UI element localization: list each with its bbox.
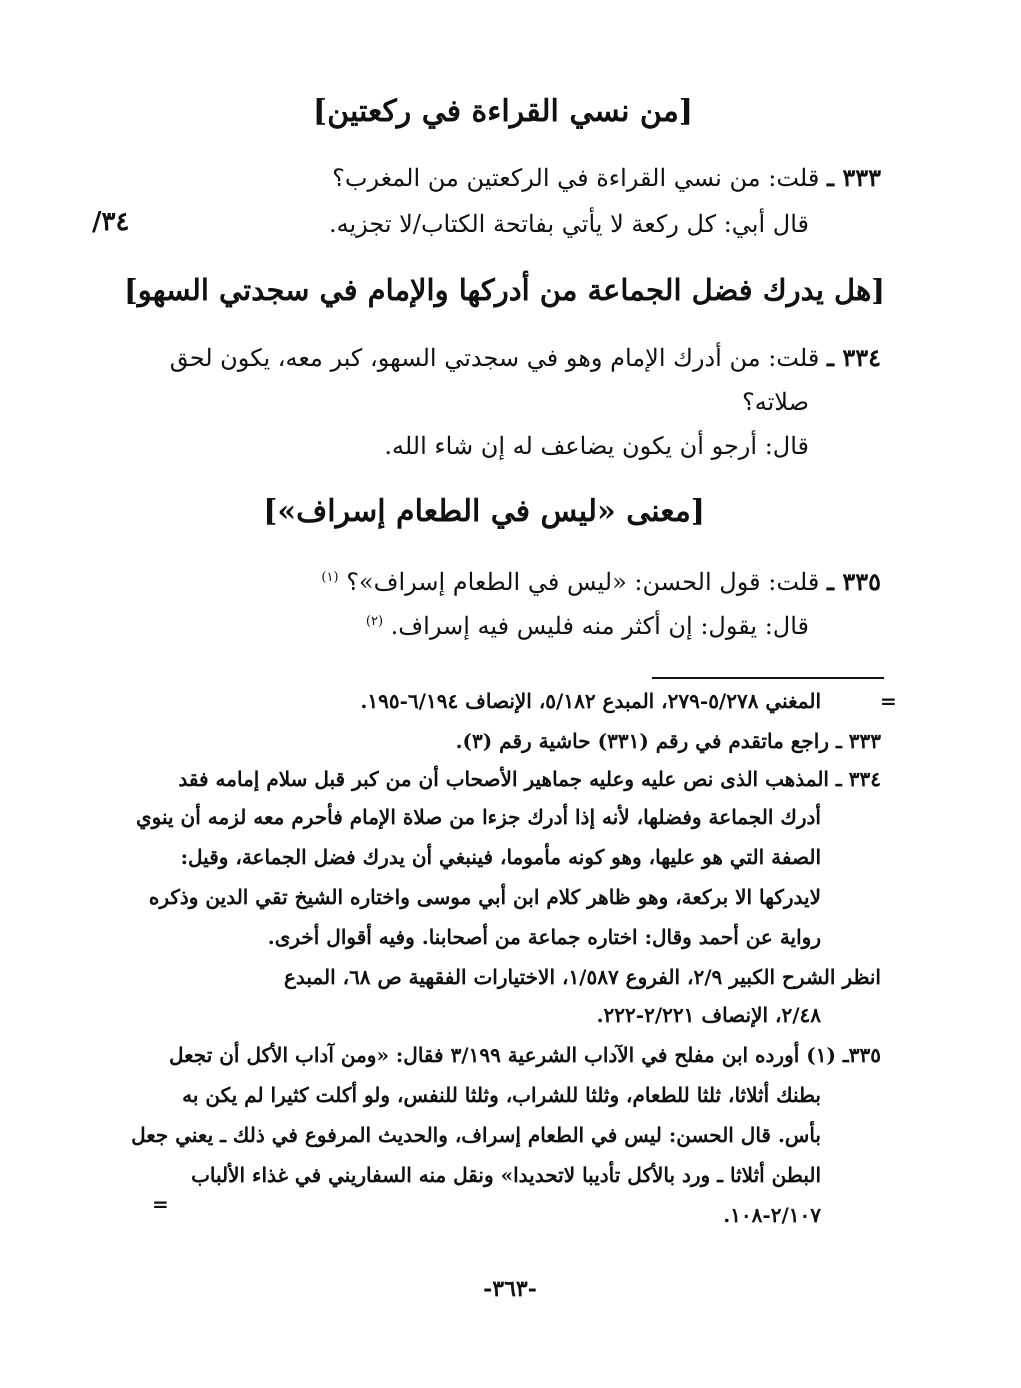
section-heading-2: [هل يدرك فضل الجماعة من أدركها والإمام في سجدتي السهو] xyxy=(124,273,885,307)
manuscript-folio-marker: ٣٤/ xyxy=(92,207,130,237)
footnote-335-line-2: بطنك أثلاثا، ثلثا للطعام، وثلثا للشراب، وثلثا للنفس، ولو أكلت كثيرا لم يكن به xyxy=(182,1083,821,1107)
footnote-333: ٣٣٣ ـ راجع ماتقدم في رقم (٣٣١) حاشية رقم (٣). xyxy=(455,729,881,753)
footnote-separator xyxy=(652,677,884,679)
question-333-line-1 xyxy=(332,160,881,196)
answer-333: قال أبي: كل ركعة لا يأتي بفاتحة الكتاب/لا تجزيه. xyxy=(328,210,809,238)
footnote-335-line-4: البطن أثلاثا ـ ورد بالأكل تأديبا لاتحديدا» ونقل منه السفاريني في غذاء الألباب xyxy=(191,1163,821,1187)
footnote-continued: المغني ٥/٢٧٨-٢٧٩، المبدع ٥/١٨٢، الإنصاف ٦/١٩٤-١٩٥. xyxy=(360,689,821,713)
footnote-334-line-4: لايدركها الا بركعة، وهو ظاهر كلام ابن أبي موسى واختاره الشيخ تقي الدين وذكره xyxy=(148,885,821,909)
question-335-line-1 xyxy=(321,560,881,600)
question-333-number: ٣٣٣ ـ xyxy=(826,163,881,192)
footnote-334-line-6: انظر الشرح الكبير ٢/٩، الفروع ١/٥٨٧، الاختيارات الفقهية ص ٦٨، المبدع xyxy=(283,965,881,989)
footnote-335-line-5: ٢/١٠٧-١٠٨. xyxy=(723,1203,821,1227)
question-334-line-2: صلاته؟ xyxy=(742,388,809,416)
answer-334: قال: أرجو أن يكون يضاعف له إن شاء الله. xyxy=(384,432,809,460)
answer-335 xyxy=(366,604,809,644)
section-heading-3: [معنى «ليس في الطعام إسراف»] xyxy=(263,494,705,529)
footnote-ref-1: (١) xyxy=(321,570,339,585)
footnote-335-line-3: بأس. قال الحسن: ليس في الطعام إسراف، والحديث المرفوع في ذلك ـ يعني جعل xyxy=(131,1123,821,1147)
footnote-334-line-5: رواية عن أحمد وقال: اختاره جماعة من أصحابنا. وفيه أقوال أخرى. xyxy=(267,925,821,949)
footnote-ref-2: (٢) xyxy=(365,614,384,629)
question-335-number: ٣٣٥ ـ xyxy=(826,567,881,596)
footnote-335-line-1: ٣٣٥ـ (١) أورده ابن مفلح في الآداب الشرعية ٣/١٩٩ فقال: «ومن آداب الأكل أن تجعل xyxy=(169,1043,881,1067)
continuation-mark-top: = xyxy=(880,689,897,713)
footnote-334-line-3: الصفة التي هو عليها، وهو كونه مأموما، فينبغي أن يدرك فضل الجماعة، وقيل: xyxy=(180,845,821,869)
footnote-334-line-7: ٢/٤٨، الإنصاف ٢/٢٢١-٢٢٢. xyxy=(596,1003,821,1027)
question-335-text: قلت: قول الحسن: «ليس في الطعام إسراف»؟ xyxy=(346,568,820,596)
footnote-334-line-1: ٣٣٤ ـ المذهب الذى نص عليه وعليه جماهير الأصحاب أن من كبر قبل سلام إمامه فقد xyxy=(178,767,881,791)
question-334-text: قلت: من أدرك الإمام وهو في سجدتي السهو، كبر معه، يكون لحق xyxy=(169,344,820,372)
question-334-line-1 xyxy=(170,340,881,376)
footnote-334-line-2: أدرك الجماعة وفضلها، لأنه إذا أدرك جزءا من صلاة الإمام فأحرم معه لزمه أن ينوي xyxy=(136,805,821,829)
section-heading-1: [من نسي القراءة في ركعتين] xyxy=(312,94,693,129)
answer-335-text: قال: يقول: إن أكثر منه فليس فيه إسراف. xyxy=(390,612,809,640)
continuation-mark-bottom: = xyxy=(152,1192,169,1216)
question-333-text: قلت: من نسي القراءة في الركعتين من المغرب؟ xyxy=(332,164,820,192)
page-number: -٣٦٣- xyxy=(483,1276,537,1302)
question-334-number: ٣٣٤ ـ xyxy=(826,343,881,372)
